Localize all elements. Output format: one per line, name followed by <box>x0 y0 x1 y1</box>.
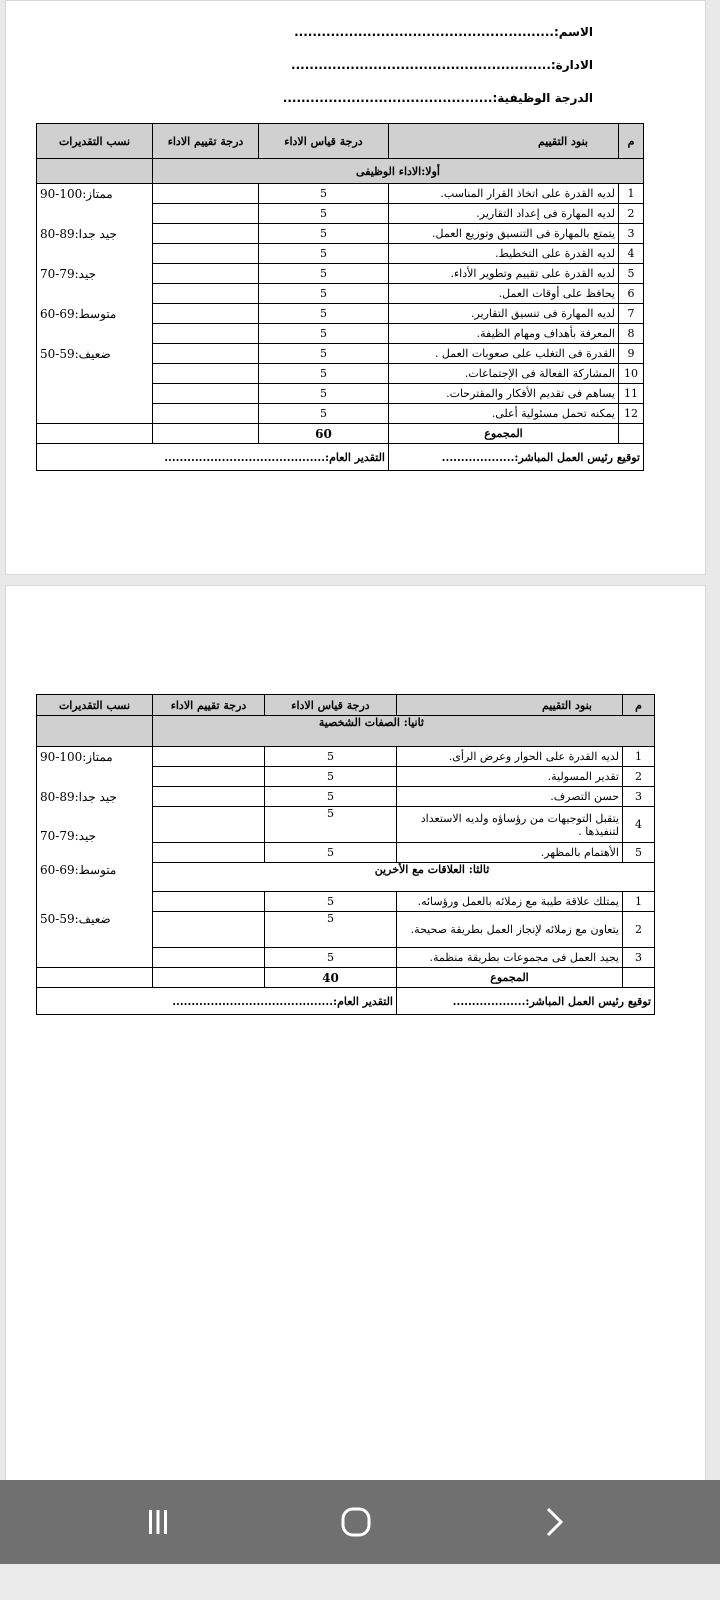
item-score: 5 <box>265 948 397 968</box>
item-text: يمتلك علاقة طيبة مع زملائه بالعمل ورؤسائه. <box>397 892 623 912</box>
item-text: تقدير المسولية. <box>397 767 623 787</box>
table-header-row <box>37 124 644 159</box>
table-row <box>37 892 655 912</box>
evaluation-cell <box>153 364 259 384</box>
evaluation-cell <box>153 324 259 344</box>
grade-label: الدرجة الوظيفية: <box>492 91 593 105</box>
ratio-cell <box>37 384 153 404</box>
document-page-2 <box>5 585 706 1485</box>
item-text: لديه القدرة على تقييم وتطوير الأداء. <box>389 264 619 284</box>
item-score: 5 <box>265 747 397 767</box>
home-button[interactable] <box>326 1500 386 1544</box>
table-row <box>37 184 644 204</box>
item-number: 4 <box>623 807 655 843</box>
ratio-cell: جيد:79-70 <box>37 264 153 284</box>
item-number: 2 <box>619 204 644 224</box>
name-line <box>294 25 593 39</box>
section-title: ثانيا: الصفات الشخصية <box>153 716 655 747</box>
table-row <box>37 304 644 324</box>
table-row <box>37 344 644 364</box>
item-score: 5 <box>265 787 397 807</box>
item-score: 5 <box>259 224 389 244</box>
table-row <box>37 843 655 863</box>
col-items: بنود التقييم <box>389 124 619 159</box>
col-measure: درجة قياس الاداء <box>265 695 397 716</box>
evaluation-table-2 <box>36 694 655 1015</box>
overall-rating: التقدير العام:.......................................... <box>37 988 397 1015</box>
item-text: القدرة فى التغلب على صعوبات العمل . <box>389 344 619 364</box>
evaluation-cell <box>153 948 265 968</box>
document-page-1 <box>5 0 706 575</box>
col-evaluation: درجة تقييم الاداء <box>153 124 259 159</box>
department-label: الادارة: <box>550 58 593 72</box>
item-text: لديه القدرة على اتخاذ القرار المناسب. <box>389 184 619 204</box>
table-row <box>37 787 655 807</box>
item-number: 5 <box>623 843 655 863</box>
item-number: 1 <box>619 184 644 204</box>
item-number: 3 <box>623 787 655 807</box>
ratio-cell <box>37 364 153 384</box>
item-text: يتعاون مع زملائه لإنجاز العمل بطريقة صحيحة. <box>397 912 623 948</box>
item-number: 5 <box>619 264 644 284</box>
evaluation-cell <box>153 264 259 284</box>
evaluation-table-1 <box>36 123 644 471</box>
chevron-right-icon <box>539 1505 569 1539</box>
total-label: المجموع <box>389 424 619 444</box>
item-text: المشاركة الفعالة فى الإجتماعات. <box>389 364 619 384</box>
evaluation-cell <box>153 244 259 264</box>
table-row <box>37 948 655 968</box>
item-score: 5 <box>265 892 397 912</box>
section-title: أولا:الاداء الوظيفى <box>153 159 644 184</box>
item-text: لديه القدرة على الحوار وعرض الرأى. <box>397 747 623 767</box>
evaluation-cell <box>153 787 265 807</box>
ratio-cell <box>37 159 153 184</box>
total-label: المجموع <box>397 968 623 988</box>
table-row <box>37 384 644 404</box>
ratio-cell <box>37 324 153 344</box>
item-score: 5 <box>259 204 389 224</box>
item-text: المعرفة بأهداف ومهام الظيفة. <box>389 324 619 344</box>
item-number: 1 <box>623 892 655 912</box>
ratio-cell <box>37 244 153 264</box>
item-text: لديه المهارة فى تنسيق التقارير. <box>389 304 619 324</box>
col-measure: درجة قياس الاداء <box>259 124 389 159</box>
ratio-cell: جيد جدا:89-80 <box>37 787 153 807</box>
item-text: يتقبل التوجيهات من رؤساؤه ولديه الاستعداد لتنفيذها . <box>397 807 623 843</box>
item-number: 12 <box>619 404 644 424</box>
item-score: 5 <box>265 843 397 863</box>
supervisor-signature: توقيع رئيس العمل المباشر:................... <box>389 444 644 471</box>
section-title: ثالثا: العلاقات مع الأخرين <box>153 863 655 892</box>
evaluation-cell <box>153 284 259 304</box>
item-number: 9 <box>619 344 644 364</box>
evaluation-cell <box>153 304 259 324</box>
evaluation-cell <box>153 384 259 404</box>
back-button[interactable] <box>524 1500 584 1544</box>
item-score: 5 <box>259 404 389 424</box>
col-items: بنود التقييم <box>397 695 623 716</box>
evaluation-cell <box>153 184 259 204</box>
col-ratios: نسب التقديرات <box>37 124 153 159</box>
supervisor-signature: توقيع رئيس العمل المباشر:................... <box>397 988 655 1015</box>
col-ratios: نسب التقديرات <box>37 695 153 716</box>
total-value: 60 <box>259 424 389 444</box>
item-number: 10 <box>619 364 644 384</box>
item-number: 2 <box>623 912 655 948</box>
evaluation-cell <box>153 912 265 948</box>
table-row <box>37 747 655 767</box>
col-no: م <box>619 124 644 159</box>
evaluation-cell <box>153 843 265 863</box>
evaluation-cell <box>153 747 265 767</box>
item-score: 5 <box>259 324 389 344</box>
item-number: 2 <box>623 767 655 787</box>
grade-dots: .............................................. <box>282 91 493 105</box>
ratio-cell <box>37 767 153 787</box>
item-text: يحافظ على أوقات العمل. <box>389 284 619 304</box>
ratio-cell: جيد:79-70 <box>37 807 153 843</box>
ratio-cell: ممتاز:100-90 <box>37 747 153 767</box>
ratio-cell: ممتاز:100-90 <box>37 184 153 204</box>
evaluation-cell <box>153 204 259 224</box>
department-line <box>291 58 593 72</box>
table-row <box>37 284 644 304</box>
recent-apps-button[interactable] <box>128 1500 188 1544</box>
department-dots: ......................................................... <box>291 58 551 72</box>
table-row <box>37 264 644 284</box>
item-number: 3 <box>619 224 644 244</box>
table-row <box>37 404 644 424</box>
ratio-cell <box>37 843 153 863</box>
evaluation-cell <box>153 344 259 364</box>
item-score: 5 <box>259 364 389 384</box>
table-row <box>37 807 655 843</box>
table-row <box>37 767 655 787</box>
item-text: لديه القدرة على التخطيط. <box>389 244 619 264</box>
recent-apps-icon <box>143 1507 173 1537</box>
col-no: م <box>623 695 655 716</box>
item-number: 4 <box>619 244 644 264</box>
item-text: لديه المهارة فى إعداد التقارير. <box>389 204 619 224</box>
item-score: 5 <box>259 344 389 364</box>
table-header-row <box>37 695 655 716</box>
total-value: 40 <box>265 968 397 988</box>
grade-line <box>283 91 593 105</box>
bottom-strip <box>0 1564 720 1600</box>
overall-rating: التقدير العام:.......................................... <box>37 444 389 471</box>
item-score: 5 <box>259 184 389 204</box>
ratio-cell: ضعيف:59-50 <box>37 912 153 948</box>
item-score: 5 <box>259 384 389 404</box>
evaluation-cell <box>153 892 265 912</box>
item-score: 5 <box>265 807 397 843</box>
ratio-cell <box>37 204 153 224</box>
ratio-cell: متوسط:69-60 <box>37 304 153 324</box>
item-score: 5 <box>259 304 389 324</box>
table-row <box>37 912 655 948</box>
table-row <box>37 244 644 264</box>
item-score: 5 <box>265 767 397 787</box>
table-row <box>37 364 644 384</box>
item-text: يجيد العمل فى مجموعات بطريقة منظمة. <box>397 948 623 968</box>
item-score: 5 <box>259 244 389 264</box>
item-score: 5 <box>259 264 389 284</box>
navigation-bar <box>0 1480 720 1564</box>
name-label: الاسم:... <box>540 25 593 39</box>
item-number: 3 <box>623 948 655 968</box>
item-score: 5 <box>259 284 389 304</box>
item-text: الأهتمام بالمظهر. <box>397 843 623 863</box>
ratio-cell: جيد جدا:89-80 <box>37 224 153 244</box>
table-row <box>37 204 644 224</box>
ratio-cell <box>37 948 153 968</box>
col-evaluation: درجة تقييم الاداء <box>153 695 265 716</box>
item-number: 8 <box>619 324 644 344</box>
evaluation-cell <box>153 404 259 424</box>
evaluation-cell <box>153 807 265 843</box>
item-text: يساهم فى تقديم الأفكار والمقترحات. <box>389 384 619 404</box>
evaluation-cell <box>153 767 265 787</box>
name-dots: ...................................................... <box>294 25 541 39</box>
ratio-cell: متوسط:69-60 <box>37 863 153 892</box>
item-score: 5 <box>265 912 397 948</box>
ratio-cell <box>37 284 153 304</box>
item-number: 7 <box>619 304 644 324</box>
table-row <box>37 224 644 244</box>
item-number: 6 <box>619 284 644 304</box>
item-text: يمكنه تحمل مسئولية أعلى. <box>389 404 619 424</box>
ratio-cell <box>37 892 153 912</box>
ratio-cell: ضعيف:59-50 <box>37 344 153 364</box>
table-row <box>37 324 644 344</box>
home-icon <box>339 1505 373 1539</box>
ratio-cell <box>37 404 153 424</box>
item-text: يتمتع بالمهارة فى التنسيق وتوزيع العمل. <box>389 224 619 244</box>
item-number: 11 <box>619 384 644 404</box>
item-text: حسن التصرف. <box>397 787 623 807</box>
item-number: 1 <box>623 747 655 767</box>
evaluation-cell <box>153 224 259 244</box>
